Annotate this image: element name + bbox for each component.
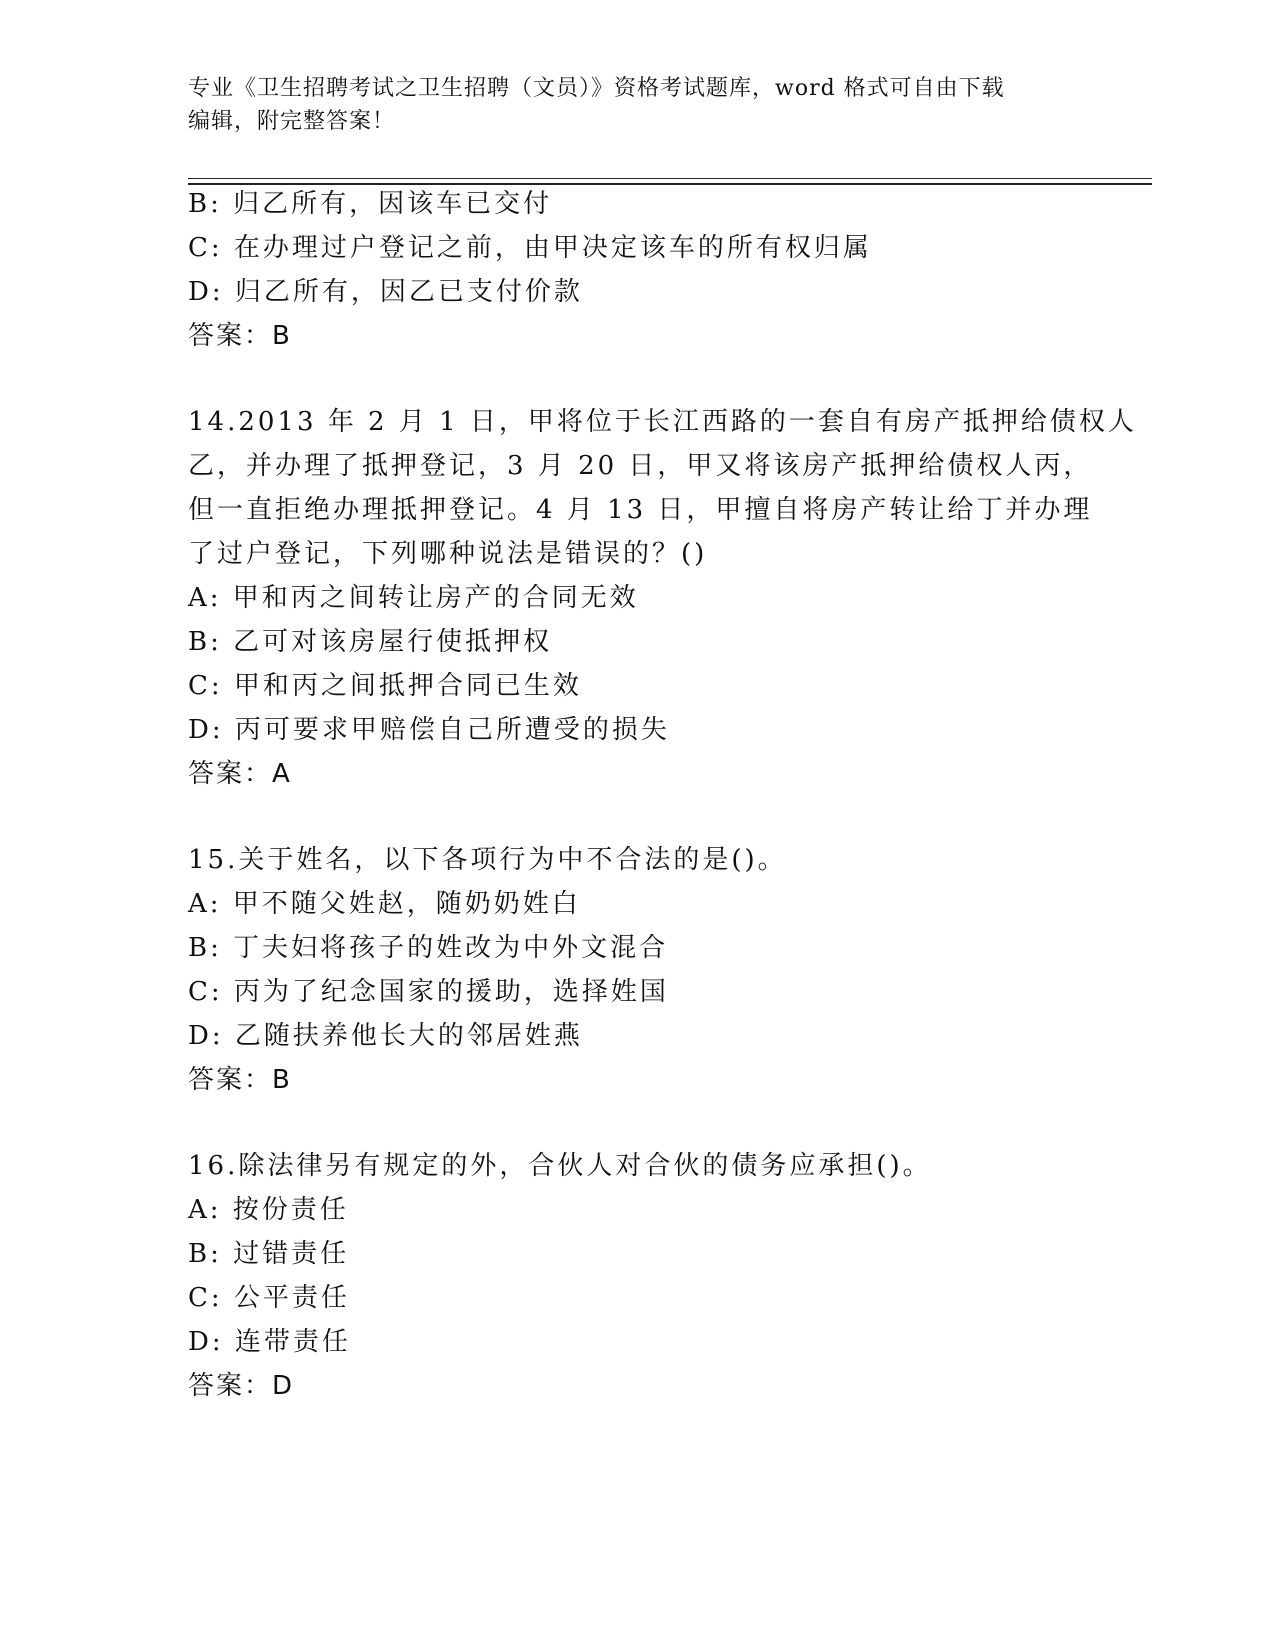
q16-answer: 答案：D [188, 1371, 295, 1401]
q16-option-a: A: 按份责任 [188, 1195, 349, 1225]
q16-option-c: C: 公平责任 [188, 1283, 350, 1313]
q14-option-d: D: 丙可要求甲赔偿自己所遭受的损失 [188, 715, 670, 745]
q16-option-b: B: 过错责任 [188, 1239, 350, 1269]
header-line-2: 编辑，附完整答案！ [188, 109, 396, 134]
q13-option-b: B: 归乙所有，因该车已交付 [188, 189, 553, 219]
q14-option-b: B: 乙可对该房屋行使抵押权 [188, 627, 553, 657]
q15-option-b: B: 丁夫妇将孩子的姓改为中外文混合 [188, 933, 669, 963]
header-divider-thin [188, 178, 1152, 179]
q15-option-d: D: 乙随扶养他长大的邻居姓燕 [188, 1021, 583, 1051]
q14-answer: 答案：A [188, 759, 292, 789]
q15-answer: 答案：B [188, 1065, 292, 1095]
q14-option-c: C: 甲和丙之间抵押合同已生效 [188, 671, 582, 701]
q14-stem-line-1: 14.2013 年 2 月 1 日，甲将位于长江西路的一套自有房产抵押给债权人 [188, 407, 1137, 437]
q13-option-d: D: 归乙所有，因乙已支付价款 [188, 277, 583, 307]
header-divider-thick [188, 183, 1152, 185]
q13-option-c: C: 在办理过户登记之前，由甲决定该车的所有权归属 [188, 233, 872, 263]
q13-answer: 答案：B [188, 321, 292, 351]
q16-stem: 16.除法律另有规定的外，合伙人对合伙的债务应承担()。 [188, 1151, 932, 1181]
q15-option-c: C: 丙为了纪念国家的援助，选择姓国 [188, 977, 669, 1007]
document-header [188, 72, 1088, 138]
q14-stem-line-3: 但一直拒绝办理抵押登记。4 月 13 日，甲擅自将房产转让给丁并办理 [188, 495, 1093, 525]
q14-stem-line-2: 乙，并办理了抵押登记，3 月 20 日，甲又将该房产抵押给债权人丙， [188, 451, 1093, 481]
q14-option-a: A: 甲和丙之间转让房产的合同无效 [188, 583, 639, 613]
header-line-1: 专业《卫生招聘考试之卫生招聘（文员）》资格考试题库，word 格式可自由下载 [188, 76, 1005, 101]
q15-option-a: A: 甲不随父姓赵，随奶奶姓白 [188, 889, 581, 919]
q14-stem-line-4: 了过户登记，下列哪种说法是错误的？() [188, 539, 708, 569]
q16-option-d: D: 连带责任 [188, 1327, 351, 1357]
q15-stem: 15.关于姓名，以下各项行为中不合法的是()。 [188, 845, 787, 875]
